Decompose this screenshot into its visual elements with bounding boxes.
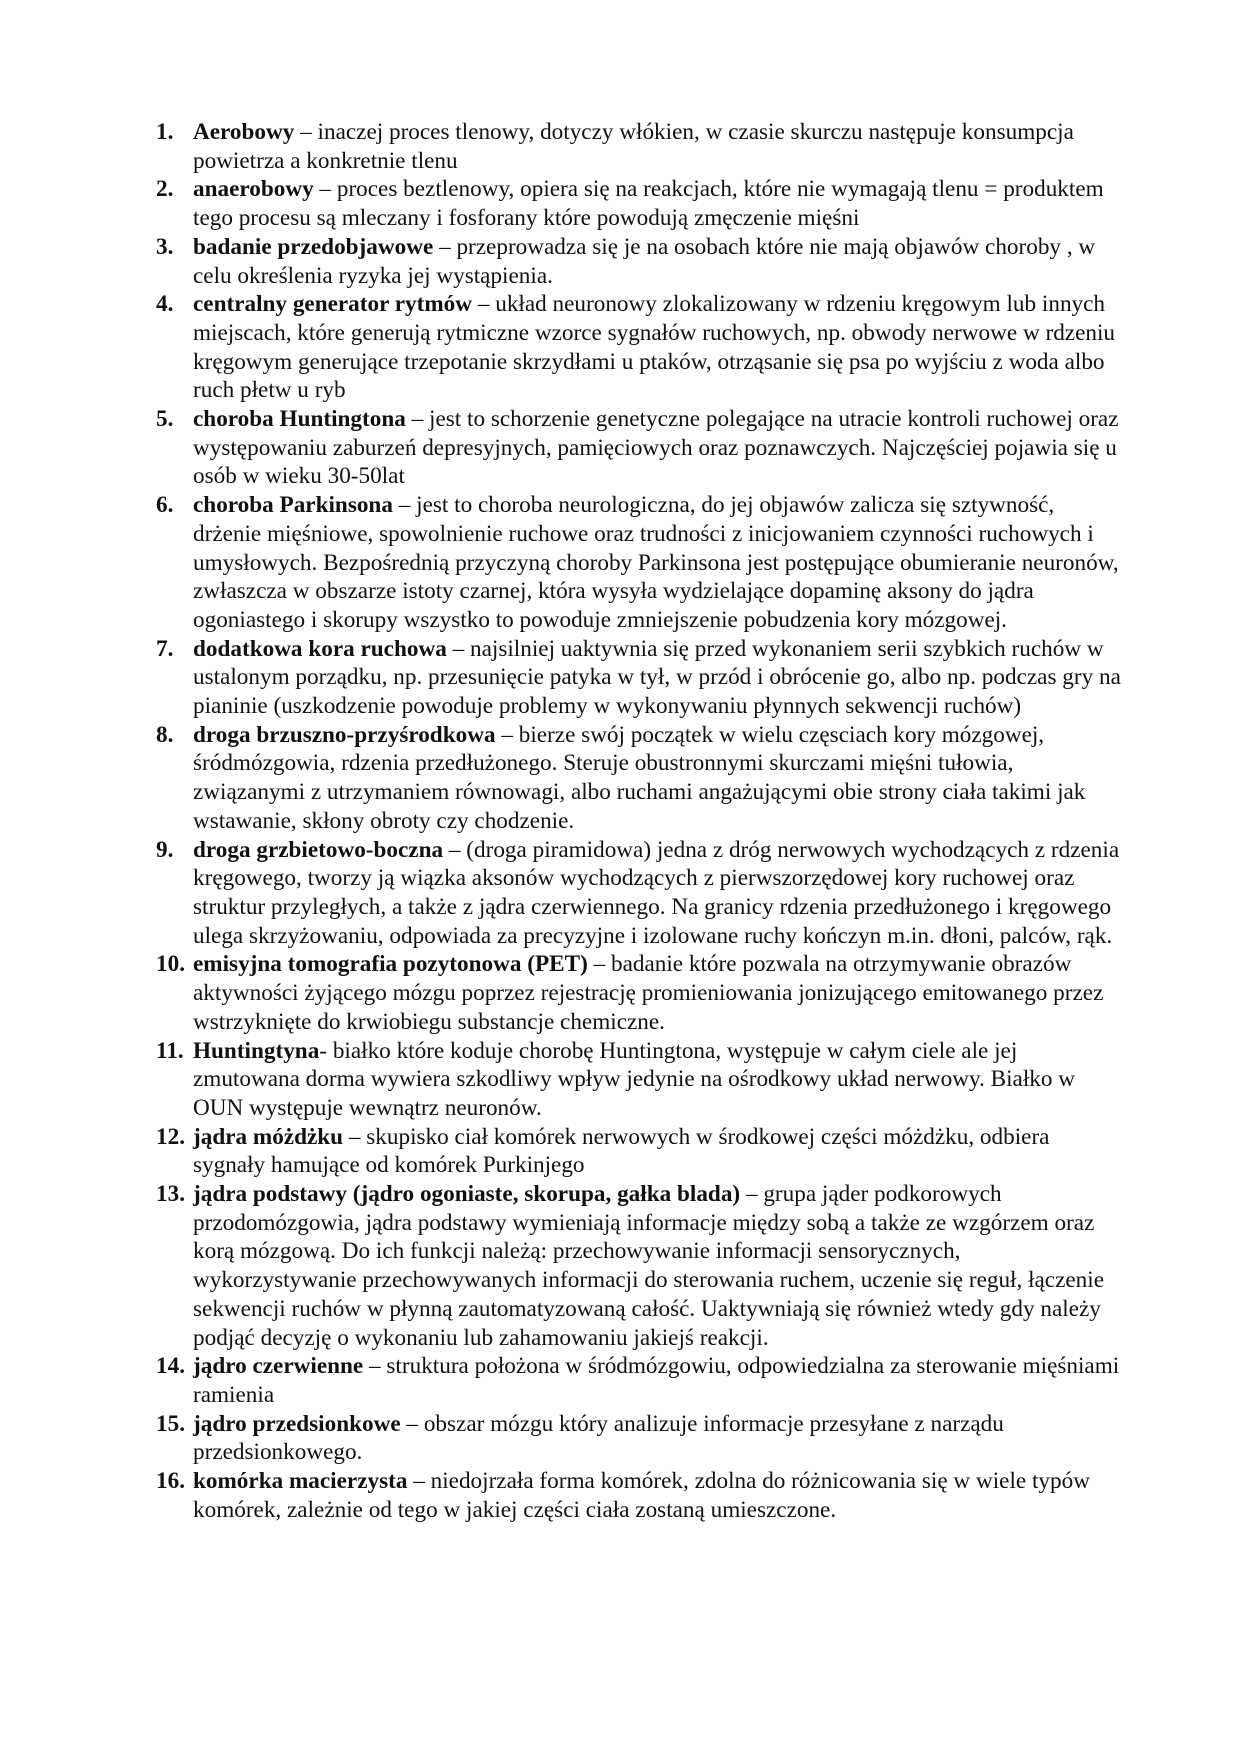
item-term: emisyjna tomografia pozytonowa (PET)	[193, 951, 588, 978]
item-term: droga brzuszno-przyśrodkowa	[193, 721, 496, 748]
item-definition: – grupa jąder podkorowych przodomózgowia, jądra podstawy wymieniają informacje między sobą a także ze wzgórzem oraz korą mózgową. Do ich funkcji należą: przechowywanie informacji sensorycznych, wykorzystywanie przechowywanych informacji do sterowania ruchem, uczenie się reguł, łączenie sekwencji ruchów w płynną zautomatyzowaną całość. Uaktywniają się również wtedy gdy należy podjąć decyzję o wykonaniu lub zahamowaniu jakiejś reakcji.	[193, 1181, 1105, 1351]
item-number: 10.	[156, 951, 185, 978]
list-item	[156, 836, 1124, 951]
item-term: choroba Huntingtona	[193, 406, 406, 433]
item-number: 13.	[156, 1181, 185, 1208]
item-definition: – skupisko ciał komórek nerwowych w środkowej części móżdżku, odbiera sygnały hamujące od komórek Purkinjego	[193, 1123, 1050, 1179]
item-number: 2.	[156, 176, 174, 203]
list-item	[156, 1467, 1124, 1524]
item-term: jądra móżdżku	[193, 1123, 344, 1150]
item-term: anaerobowy	[193, 176, 314, 203]
item-number: 6.	[156, 492, 174, 519]
item-number: 12.	[156, 1123, 185, 1150]
item-number: 11.	[156, 1037, 184, 1064]
list-item	[156, 950, 1124, 1036]
item-term: droga grzbietowo-boczna	[193, 836, 444, 863]
item-term: choroba Parkinsona	[193, 492, 393, 519]
item-number: 7.	[156, 635, 174, 662]
list-item	[156, 635, 1124, 721]
list-item	[156, 1410, 1124, 1467]
item-number: 3.	[156, 233, 174, 260]
item-definition: – najsilniej uaktywnia się przed wykonaniem serii szybkich ruchów w ustalonym porządku, np. przesunięcie patyka w tył, w przód i obrócenie go, albo np. podczas gry na pianinie (uszkodzenie powoduje problemy w wykonywaniu płynnych sekwencji ruchów)	[193, 635, 1121, 720]
item-definition: – inaczej proces tlenowy, dotyczy włókien, w czasie skurczu następuje konsumpcja powietrza a konkretnie tlenu	[193, 119, 1074, 174]
list-item	[156, 290, 1124, 405]
list-item	[156, 1180, 1124, 1352]
list-item	[156, 491, 1124, 635]
item-number: 14.	[156, 1353, 185, 1380]
item-term: Huntingtyna	[193, 1037, 320, 1064]
item-definition: – bierze swój początek w wielu częsciach kory mózgowej, śródmózgowia, rdzenia przedłużonego. Steruje obustronnymi skurczami mięśni tułowia, związanymi z utrzymaniem równowagi, albo ruchami angażującymi obie strony ciała takimi jak wstawanie, skłony obroty czy chodzenie.	[193, 721, 1086, 834]
item-number: 8.	[156, 721, 174, 748]
item-term: jądro przedsionkowe	[193, 1410, 401, 1437]
list-item	[156, 1037, 1124, 1123]
item-number: 5.	[156, 406, 174, 433]
item-number: 16.	[156, 1468, 185, 1495]
item-definition: - białko które koduje chorobę Huntingtona, występuje w całym ciele ale jej zmutowana dorma wywiera szkodliwy wpływ jedynie na ośrodkowy układ nerwowy. Białko w OUN występuje wewnątrz neuronów.	[193, 1037, 1076, 1121]
item-definition: – jest to schorzenie genetyczne polegające na utracie kontroli ruchowej oraz występowaniu zaburzeń depresyjnych, pamięciowych oraz poznawczych. Najczęściej pojawia się u osób w wieku 30-50lat	[193, 406, 1119, 490]
list-item	[156, 1352, 1124, 1409]
item-term: dodatkowa kora ruchowa	[193, 635, 447, 662]
item-number: 1.	[156, 119, 174, 145]
glossary-list	[156, 118, 1124, 1524]
list-item	[156, 118, 1124, 175]
item-definition: – obszar mózgu który analizuje informacje przesyłane z narządu przedsionkowego.	[193, 1410, 1004, 1466]
list-item	[156, 175, 1124, 232]
item-definition: – struktura położona w śródmózgowiu, odpowiedzialna za sterowanie mięśniami ramienia	[193, 1353, 1120, 1408]
list-item	[156, 233, 1124, 290]
item-number: 4.	[156, 291, 174, 318]
item-term: jądra podstawy (jądro ogoniaste, skorupa, gałka blada)	[193, 1181, 741, 1208]
list-item	[156, 1123, 1124, 1180]
item-definition: – proces beztlenowy, opiera się na reakcjach, które nie wymagają tlenu = produktem tego procesu są mleczany i fosforany które powodują zmęczenie mięśni	[193, 176, 1104, 232]
item-term: jądro czerwienne	[193, 1353, 364, 1380]
item-definition: – jest to choroba neurologiczna, do jej objawów zalicza się sztywność, drżenie mięśniowe, spowolnienie ruchowe oraz trudności z inicjowaniem czynności ruchowych i umysłowych. Bezpośrednią przyczyną choroby Parkinsona jest postępujące obumieranie neuronów, zwłaszcza w obszarze istoty czarnej, która wysyła wydzielające dopaminę aksony do jądra ogoniastego i skorupy wszystko to powoduje zmniejszenie pobudzenia kory mózgowej.	[193, 492, 1119, 633]
item-number: 9.	[156, 836, 174, 863]
list-item	[156, 405, 1124, 491]
item-term: Aerobowy	[193, 119, 295, 145]
item-term: badanie przedobjawowe	[193, 233, 434, 260]
item-definition: – układ neuronowy zlokalizowany w rdzeniu kręgowym lub innych miejscach, które generują rytmiczne wzorce sygnałów ruchowych, np. obwody nerwowe w rdzeniu kręgowym generujące trzepotanie skrzydłami u ptaków, otrząsanie się psa po wyjściu z woda albo ruch płetw u ryb	[193, 291, 1116, 404]
item-term: centralny generator rytmów	[193, 291, 473, 318]
item-definition: – niedojrzała forma komórek, zdolna do różnicowania się w wiele typów komórek, zależnie od tego w jakiej części ciała zostaną umieszczone.	[193, 1468, 1090, 1523]
list-item	[156, 721, 1124, 836]
item-number: 15.	[156, 1410, 185, 1437]
item-definition: – badanie które pozwala na otrzymywanie obrazów aktywności żyjącego mózgu poprzez rejestrację promieniowania jonizującego emitowanego przez wstrzyknięte do krwiobiegu substancje chemiczne.	[193, 951, 1104, 1035]
item-term: komórka macierzysta	[193, 1468, 408, 1495]
item-definition: – (droga piramidowa) jedna z dróg nerwowych wychodzących z rdzenia kręgowego, tworzy ją wiązka aksonów wychodzących z pierwszorzędowej kory ruchowej oraz struktur przyległych, a także z jądra czerwiennego. Na granicy rdzenia przedłużonego i kręgowego ulega skrzyżowaniu, odpowiada za precyzyjne i izolowane ruchy kończyn m.in. dłoni, palców, rąk.	[193, 836, 1120, 949]
item-definition: – przeprowadza się je na osobach które nie mają objawów choroby , w celu określenia ryzyka jej wystąpienia.	[193, 233, 1096, 289]
